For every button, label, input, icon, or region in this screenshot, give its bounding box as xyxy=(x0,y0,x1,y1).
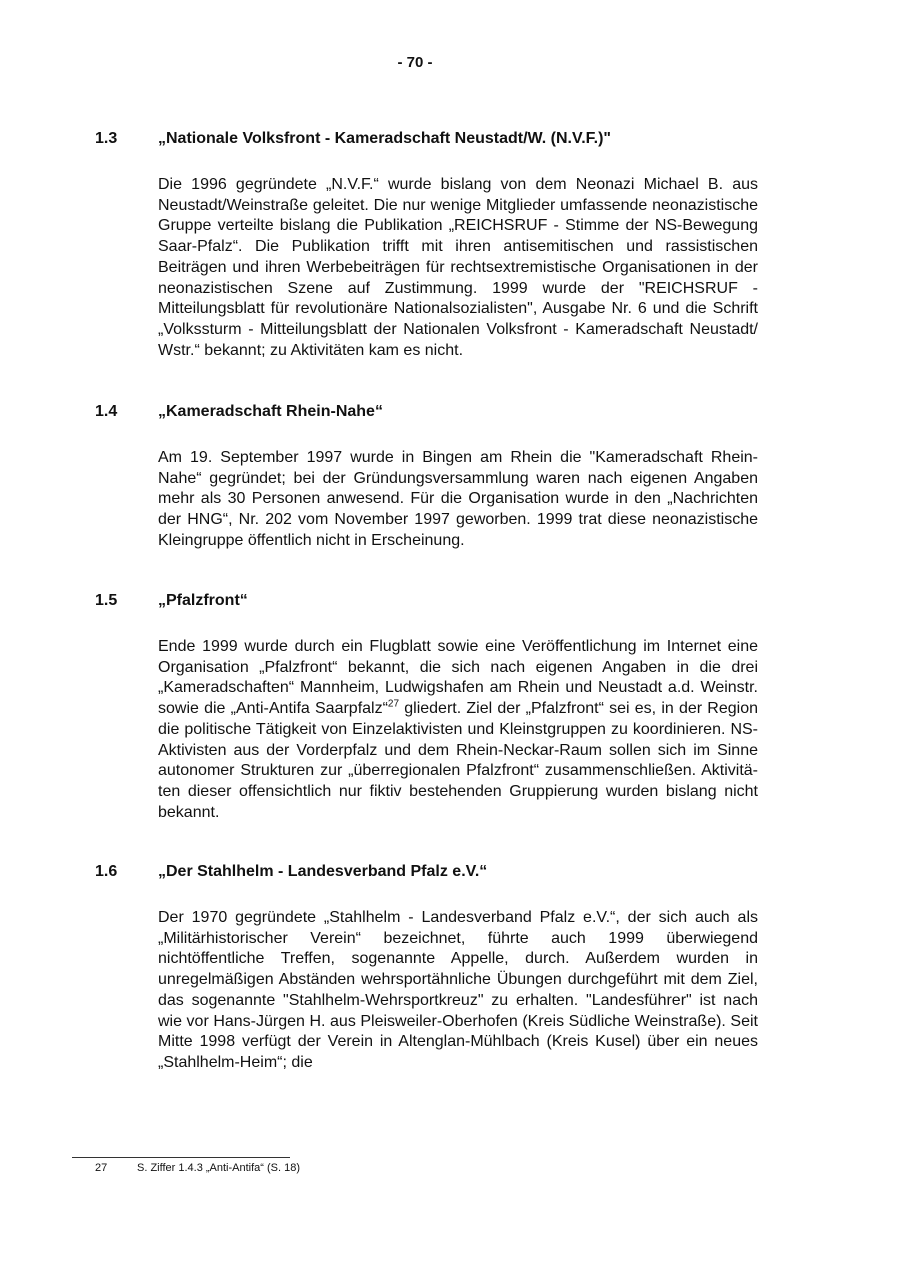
section-heading xyxy=(95,129,760,149)
section-number: 1.4 xyxy=(95,403,118,420)
section-1-5 xyxy=(95,591,760,823)
section-heading xyxy=(95,591,760,611)
section-number: 1.6 xyxy=(95,863,118,880)
section-title: „Kameradschaft Rhein-Nahe“ xyxy=(158,403,383,420)
footnote xyxy=(95,1162,300,1174)
paragraph-text: Ende 1999 wurde durch ein Flugblatt sowie eine Veröffentlichung im Internet eine Organisation „Pfalzfront“ bekannt, die sich nach eigenen Angaben in die drei „Kameradschaften“ Mannheim, Ludwigshafen am Rhein und Neustadt a.d. Weinstr. sowie die „Anti-Antifa Saarpfalz“ xyxy=(158,638,758,718)
section-paragraph: Die 1996 gegründete „N.V.F.“ wurde bislang von dem Neonazi Michael B. aus Neustadt/Weinstraße geleitet. Die nur wenige Mitglieder umfassende neonazistische Gruppe verteilte bislang die Publikation „REICHSRUF - Stimme der NS-Bewegung Saar-Pfalz“. Die Publikation trifft mit ihren antisemitischen und rassistischen Beiträgen und ihren Werbebeiträgen für rechtsextremistische Organisationen in der neonazistischen Szene auf Zustimmung. 1999 wurde der "REICHSRUF - Mitteilungsblatt für revolutionäre Nationalsozialisten", Ausgabe Nr. 6 und die Schrift „Volkssturm - Mitteilungsblatt der Nationalen Volksfront - Kameradschaft Neustadt/ Wstr.“ bekannt; zu Aktivitäten kam es nicht. xyxy=(158,176,758,359)
section-title: „Der Stahlhelm - Landesverband Pfalz e.V.“ xyxy=(158,863,488,880)
section-paragraph: Am 19. September 1997 wurde in Bingen am Rhein die "Kameradschaft Rhein-Nahe“ gegründet; bei der Gründungsversammlung waren nach eigenen Angaben mehr als 30 Personen anwesend. Für die Organisation wurde in den „Nachrichten der HNG“, Nr. 202 vom November 1997 geworben. 1999 trat diese neonazistische Kleingruppe öffentlich nicht in Erscheinung. xyxy=(158,449,758,549)
footnote-number: 27 xyxy=(95,1162,108,1174)
section-number: 1.3 xyxy=(95,130,118,147)
paragraph-text: gliedert. Ziel der „Pfalzfront“ sei es, in der Region die politische Tätigkeit von Einzelaktivisten und Kleinstgruppen zu koordinieren. NS-Aktivisten aus der Vorderpfalz und dem Rhein-Neckar-Raum sollen sich im Sinne autonomer Strukturen zur „überregionalen Pfalzfront“ zusammenschließen. Aktivitäten dieser offensichtlich nur fiktiv bestehenden Gruppierung wurden bislang nicht bekannt. xyxy=(158,700,758,821)
footnote-text: S. Ziffer 1.4.3 „Anti-Antifa“ (S. 18) xyxy=(137,1162,301,1174)
footnote-divider xyxy=(72,1157,290,1158)
page-number: - 70 - xyxy=(397,54,433,71)
section-title: „Pfalzfront“ xyxy=(158,592,248,609)
section-paragraph xyxy=(158,637,758,823)
section-1-6 xyxy=(95,862,760,1074)
section-heading xyxy=(95,862,760,882)
section-title: „Nationale Volksfront - Kameradschaft Neustadt/W. (N.V.F.)" xyxy=(158,130,611,147)
section-1-3 xyxy=(95,129,760,361)
section-heading xyxy=(95,402,760,422)
section-paragraph: Der 1970 gegründete „Stahlhelm - Landesverband Pfalz e.V.“, der sich auch als „Militärhistorischer Verein“ bezeichnet, führte auch 1999 überwiegend nichtöffentliche Treffen, sogenannte Appelle, durch. Außerdem wurden in unregelmäßigen Abständen wehrsportähnliche Übungen durchgeführt mit dem Ziel, das sogenannte "Stahlhelm-Wehrsportkreuz" zu erhalten. "Landesführer" ist nach wie vor Hans-Jürgen H. aus Pleisweiler-Oberhofen (Kreis Südliche Weinstraße). Seit Mitte 1998 verfügt der Verein in Altenglan-Mühlbach (Kreis Kusel) über ein neues „Stahlhelm-Heim“; die xyxy=(158,909,758,1071)
section-number: 1.5 xyxy=(95,592,118,609)
footnote-reference[interactable]: 27 xyxy=(387,698,400,710)
section-1-4 xyxy=(95,402,760,552)
